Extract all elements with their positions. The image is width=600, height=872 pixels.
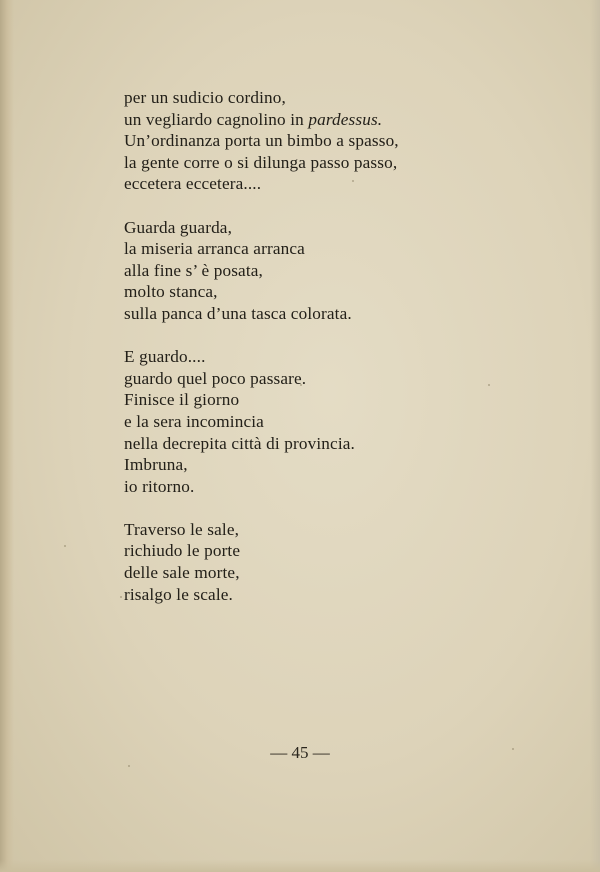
poem-line: guardo quel poco passare. <box>124 368 307 388</box>
poem-line: delle sale morte, <box>124 563 240 583</box>
paper-speck <box>64 545 66 547</box>
poem-line: richiudo le porte <box>124 541 241 561</box>
poem-line: la gente corre o si dilunga passo passo, <box>124 152 398 172</box>
poem-line: e la sera incomincia <box>124 411 264 431</box>
poem-line: Guarda guarda, <box>124 217 233 237</box>
page-gutter-shadow <box>0 0 14 872</box>
page-edge-right <box>590 0 600 872</box>
poem-line: Traverso le sale, <box>124 519 240 539</box>
stanza-2 <box>124 217 564 325</box>
poem-line: eccetera eccetera.... <box>124 174 262 194</box>
poem-line: la miseria arranca arranca <box>124 239 305 259</box>
poem-line: risalgo le scale. <box>124 584 233 604</box>
page-number: — 45 — <box>270 743 330 762</box>
poem-line: Imbruna, <box>124 455 188 475</box>
poem-line: Un’ordinanza porta un bimbo a spasso, <box>124 131 399 151</box>
poem-line-italic: pardessus. <box>308 109 383 129</box>
poem-text <box>124 87 564 627</box>
stanza-1 <box>124 87 564 195</box>
poem-line-roman: un vegliardo cagnolino in <box>124 109 309 129</box>
poem-line: per un sudicio cordino, <box>124 88 286 107</box>
poem-line: alla fine s’ è posata, <box>124 260 263 280</box>
poem-line: nella decrepita città di provincia. <box>124 433 355 453</box>
poem-line: Finisce il giorno <box>124 390 240 410</box>
page-edge-bottom <box>0 860 600 872</box>
poem-line: io ritorno. <box>124 476 195 496</box>
poem-line: sulla panca d’una tasca colorata. <box>124 303 352 323</box>
paper-speck <box>120 596 122 598</box>
poem-line <box>124 109 564 131</box>
poem-line: molto stanca, <box>124 282 218 302</box>
paper-speck <box>128 765 130 767</box>
stanza-4 <box>124 519 564 605</box>
poem-line: E guardo.... <box>124 347 206 367</box>
stanza-3 <box>124 346 564 497</box>
